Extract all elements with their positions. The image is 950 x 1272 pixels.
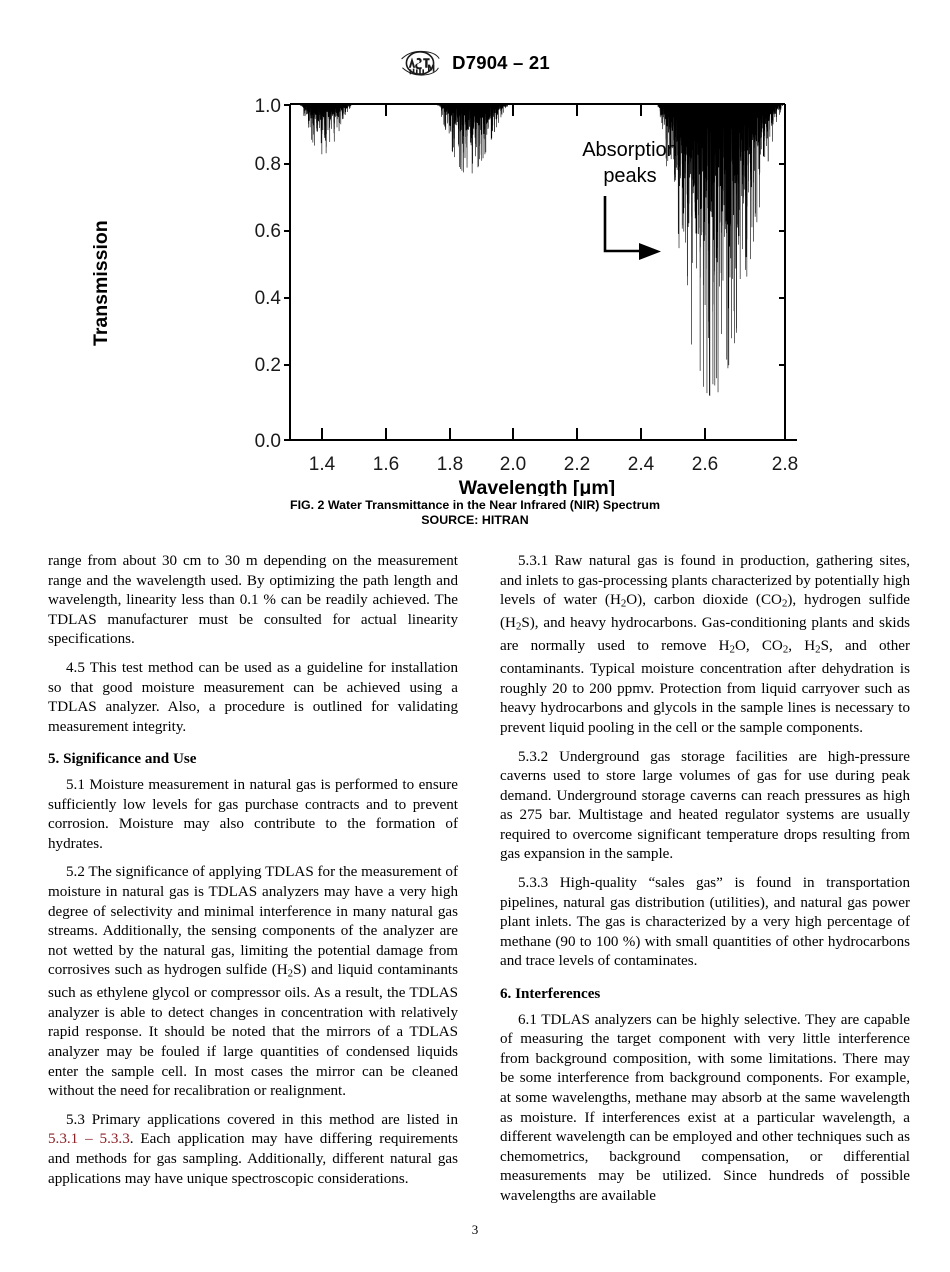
section-heading-5: 5. Significance and Use: [48, 751, 197, 768]
paragraph-5-3: [48, 1111, 458, 1189]
absorption-peaks-annotation: [582, 139, 678, 260]
paragraph-5-2-part2: S) and liquid contaminants such as ethylene glycol or compressor oils. As a result, the TDLAS analyzer is able to detect changes in concentration with relatively rapid response. It should be noted that the mirrors of a TDLAS analyzer may be fouled if large quantities of condensed liquids enter the sample cell. In most cases the mirror can be cleaned without the need for recalibration or realignment.: [48, 962, 458, 1100]
figure-caption-line-2: SOURCE: HITRAN: [421, 512, 529, 527]
y-tick-label: 0.0: [254, 431, 281, 452]
spectrum-svg: [85, 96, 865, 496]
paragraph-5-2-part1: 5.2 The significance of applying TDLAS for the measurement of moisture in natural gas is TDLAS analyzers may have a very high degree of selectivity and minimal interference in many natural gas streams. Additionally, the sensing components of the analyzer are not wetted by the natural gas, limiting the potential damage from corrosives such as hydrogen sulfide (H: [48, 864, 458, 979]
x-tick-label: 1.4: [308, 454, 336, 475]
annotation-line-2: peaks: [603, 165, 657, 187]
x-axis-title: Wavelength [μm]: [458, 477, 616, 496]
x-tick-label: 2.4: [627, 454, 655, 475]
subscript: 2: [815, 643, 821, 656]
paragraph-4-4-cont: range from about 30 cm to 30 m depending on the measurement range and the wavelength used. By optimizing the path length and wavelength, linearity less than 0.1 % can be readily achieved. The TDLAS manufacturer must be consulted for actual linearity specifications.: [48, 553, 458, 648]
x-tick-label: 2.0: [499, 454, 527, 475]
subscript: 2: [781, 597, 788, 610]
subscript: 2: [620, 597, 627, 610]
page-number: 3: [471, 1222, 479, 1237]
right-arrow-icon: [605, 196, 641, 251]
astm-logo-icon: [400, 50, 440, 76]
paragraph-5-3-1: [500, 552, 910, 739]
paragraph-6-1: 6.1 TDLAS analyzers can be highly selective. They are capable of measuring the target component with very little interference from background composition, with some limitations. There may be some interference from background components. For example, at some wavelengths, methane may absorb at the same wavelength as moisture. If interferences exist at a particular wavelength, a different wavelength can be employed and other techniques such as chemometrics, background compensation, or differential measurements may be utilized. Since hundreds of possible wavelengths are available: [500, 1011, 910, 1204]
figure-caption-line-1: FIG. 2 Water Transmittance in the Near Infrared (NIR) Spectrum: [290, 498, 660, 512]
seg: S, and other contaminants. Typical moisture concentration after dehydration is roughly 20 to 200 ppmv. Protection from liquid carryover such as heavy hydrocarbons and glycols in the sample lines is necessary to prevent liquid pooling in the cell or the sample components.: [500, 638, 911, 736]
paragraph-4-5: 4.5 This test method can be used as a guideline for installation so that good moisture measurement can be achieved using a TDLAS analyzer. Also, a procedure is outlined for validating measurement integrity.: [48, 659, 458, 735]
spectrum-chart: [85, 96, 865, 496]
y-tick-label: 0.2: [254, 355, 281, 376]
seg: O, CO: [734, 638, 783, 655]
cross-reference-link[interactable]: 5.3.1 – 5.3.3: [48, 1131, 130, 1148]
seg: O), carbon dioxide (CO: [626, 592, 782, 609]
document-id: D7904 – 21: [452, 52, 550, 73]
seg: 5.3.1 Raw natural gas is found in production, gathering sites, and inlets to gas-processing plants characterized by potentially high levels of water (H: [500, 553, 910, 609]
subscript: 2: [287, 967, 294, 980]
paragraph-5-3-3: 5.3.3 High-quality “sales gas” is found in transportation pipelines, natural gas distribution (utilities), and natural gas power plant inlets. The gas is characterized by a very high percentage of methane (90 to 100 %) with small quantities of other hydrocarbons and trace levels of contaminates.: [500, 875, 910, 970]
seg: , H: [788, 638, 816, 655]
x-tick-label: 2.6: [691, 454, 719, 475]
annotation-line-1: Absorption: [582, 139, 678, 161]
left-column: [48, 552, 458, 1189]
paragraph-5-3-2: 5.3.2 Underground gas storage facilities are high-pressure caverns used to store large volumes of gas for use during peak demand. Underground storage caverns can reach pressures as high as 275 bar. Multistage and heated regulator systems are usually required to overcome significant temperature drops resulting from gas expansion in the sample.: [500, 748, 910, 863]
subscript: 2: [515, 620, 522, 633]
section-heading-6: 6. Interferences: [500, 986, 601, 1003]
paragraph-5-2: [48, 863, 458, 1102]
figure-caption: [0, 498, 950, 527]
seg: ), hydrogen sulfide (H: [500, 592, 911, 632]
x-tick-label: 2.2: [563, 454, 591, 475]
y-axis-title: Transmission: [90, 220, 112, 346]
x-tick-label: 1.6: [372, 454, 400, 475]
paragraph-5-3-part1: 5.3 Primary applications covered in this method are listed in: [66, 1111, 458, 1128]
page-header: [0, 50, 950, 76]
x-tick-label: 1.8: [436, 454, 464, 475]
paragraph-5-3-part2: . Each application may have differing requirements and methods for gas sampling. Additionally, different natural gas applications may have unique spectroscopic considerations.: [48, 1131, 459, 1187]
body-columns: [48, 552, 910, 1212]
subscript: 2: [729, 643, 735, 656]
y-tick-label: 1.0: [254, 96, 281, 117]
seg: S), and heavy hydrocarbons. Gas-conditioning plants and skids are normally used to remove H: [500, 615, 910, 655]
y-tick-label: 0.8: [254, 154, 281, 175]
arrow-head-icon: [639, 243, 661, 260]
y-tick-label: 0.6: [254, 221, 281, 242]
right-column: [500, 552, 910, 1207]
y-tick-label: 0.4: [254, 288, 281, 309]
subscript: 2: [782, 643, 789, 656]
figure-2: [0, 96, 950, 527]
x-tick-label: 2.8: [771, 454, 799, 475]
paragraph-5-1: 5.1 Moisture measurement in natural gas is performed to ensure sufficiently low levels for gas purchase contracts and to prevent corrosion. Moisture may also contribute to the formation of hydrates.: [48, 776, 458, 852]
spectrum-trace: [290, 104, 785, 396]
